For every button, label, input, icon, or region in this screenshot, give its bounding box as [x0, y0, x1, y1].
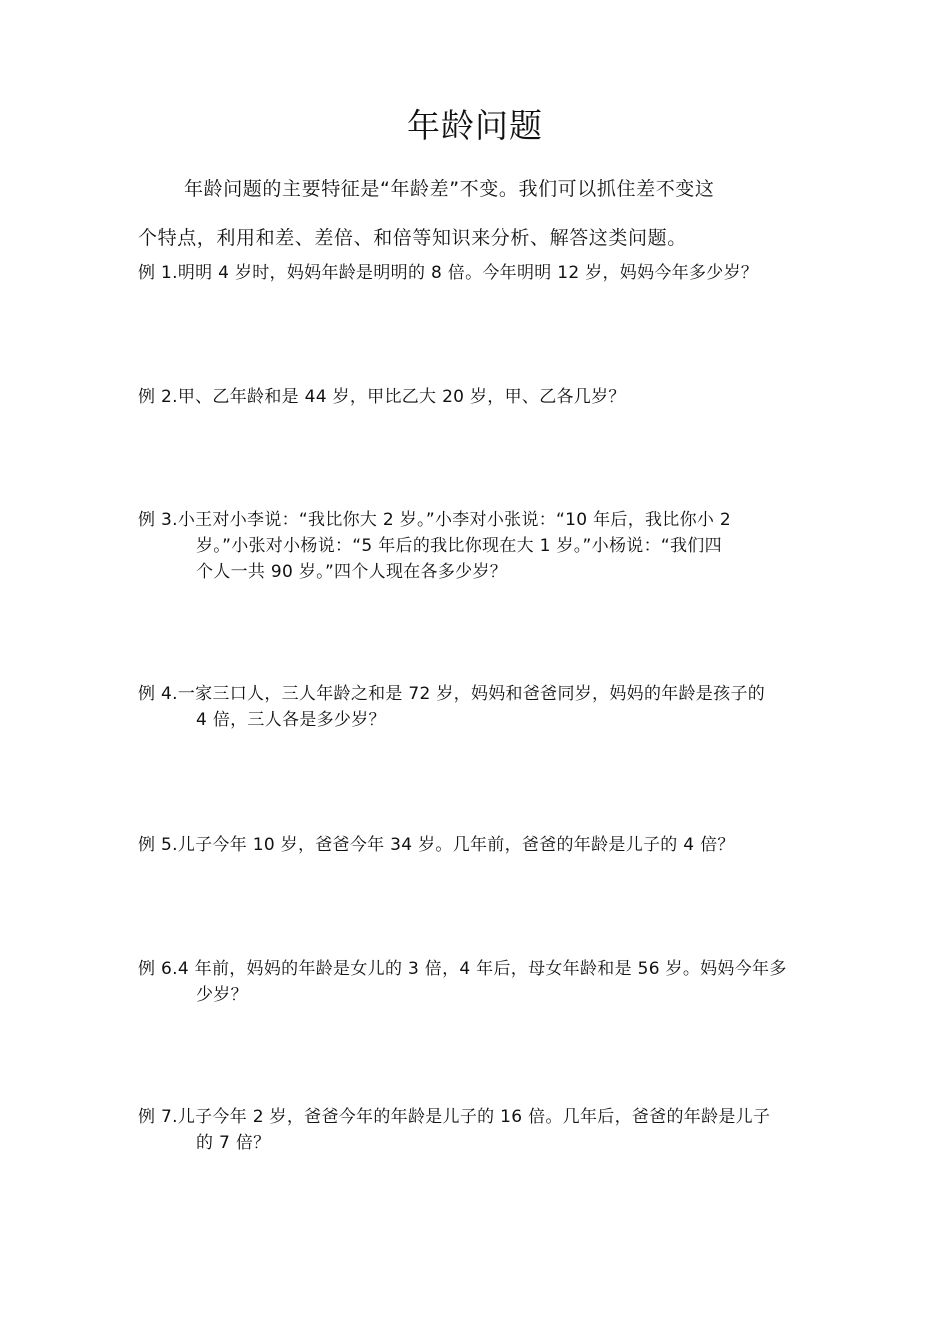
problem-4	[138, 681, 828, 733]
problem-3	[138, 507, 828, 585]
problem-3-line-1: 例 3.小王对小李说：“我比你大 2 岁。”小李对小张说：“10 年后，我比你小 2	[138, 510, 732, 530]
problem-6-line-2: 少岁？	[196, 985, 248, 1005]
problem-3-line-3: 个人一共 90 岁。”四个人现在各多少岁？	[196, 562, 508, 582]
problem-7-line-2: 的 7 倍？	[196, 1133, 271, 1153]
page-title: 年龄问题	[407, 106, 543, 145]
problem-6	[138, 956, 828, 1008]
problem-2-line-1: 例 2.甲、乙年龄和是 44 岁，甲比乙大 20 岁，甲、乙各几岁？	[138, 387, 626, 407]
problem-4-line-1: 例 4.一家三口人，三人年龄之和是 72 岁，妈妈和爸爸同岁，妈妈的年龄是孩子的	[138, 684, 766, 704]
problem-4-line-2: 4 倍，三人各是多少岁？	[196, 710, 386, 730]
intro-line-2: 个特点，利用和差、差倍、和倍等知识来分析、解答这类问题。	[138, 227, 687, 249]
problem-7	[138, 1104, 828, 1156]
problem-5	[138, 832, 828, 858]
intro-line-1: 年龄问题的主要特征是“年龄差”不变。我们可以抓住差不变这	[184, 178, 715, 200]
problem-3-line-2: 岁。”小张对小杨说：“5 年后的我比你现在大 1 岁。”小杨说：“我们四	[196, 536, 722, 556]
problem-1-line-1: 例 1.明明 4 岁时，妈妈年龄是明明的 8 倍。今年明明 12 岁，妈妈今年多少岁？	[138, 263, 759, 283]
problem-2	[138, 384, 828, 410]
problem-7-line-1: 例 7.儿子今年 2 岁，爸爸今年的年龄是儿子的 16 倍。几年后，爸爸的年龄是儿子	[138, 1107, 771, 1127]
problem-5-line-1: 例 5.儿子今年 10 岁，爸爸今年 34 岁。几年前，爸爸的年龄是儿子的 4 倍？	[138, 835, 735, 855]
problem-1	[138, 260, 828, 286]
problem-6-line-1: 例 6.4 年前，妈妈的年龄是女儿的 3 倍，4 年后，母女年龄和是 56 岁。妈妈今年多	[138, 959, 787, 979]
